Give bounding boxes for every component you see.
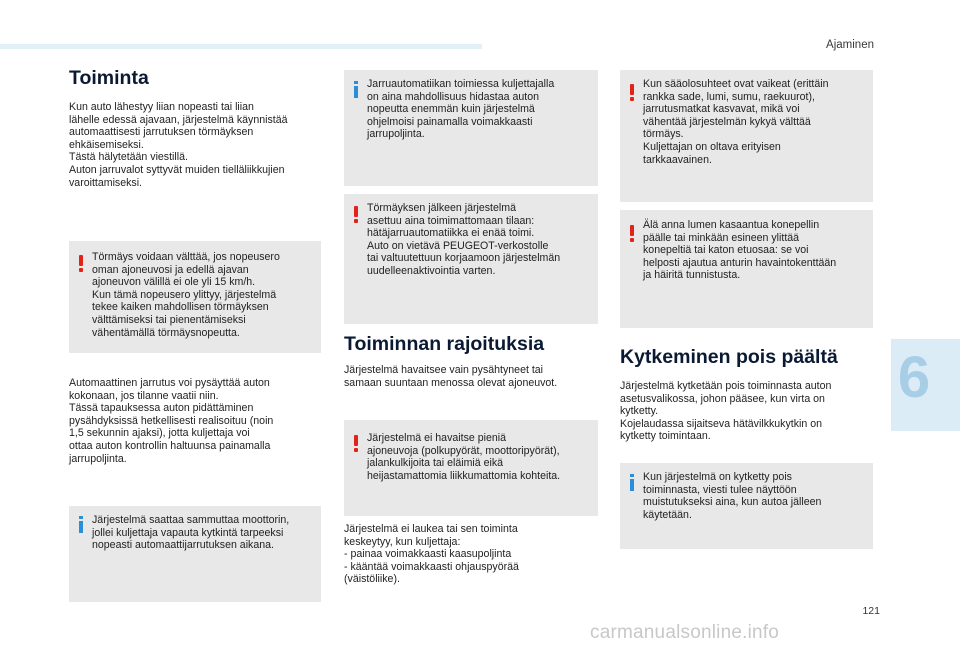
info-box-reminder — [620, 463, 873, 549]
info-icon — [630, 474, 635, 491]
warning-box-after-collision — [344, 194, 598, 324]
paragraph-toiminta-intro: Kun auto lähestyy liian nopeasti tai liian lähelle edessä ajavaan, järjestelmä käynnistää automaattisesti jarrutuksen törmäyksen ehkäisemiseksi. Tästä hälytetään viestillä. Auton jarruvalot syttyvät muiden tielläliikkujien varoittamiseksi. — [69, 101, 288, 189]
warning-text: Älä anna lumen kasaantua konepellin päälle tai minkään esineen ylittää konepeltiä tai katon etuosaa: se voi helposti ajautua anturin havaintokenttään ja häiritä tunnistusta. — [643, 219, 837, 282]
warning-text: Törmäys voidaan välttää, jos nopeusero oman ajoneuvosi ja edellä ajavan ajoneuvon välillä ei ole yli 15 km/h. Kun tämä nopeusero ylittyy, järjestelmä tekee kaiken mahdollisen törmäyksen välttämiseksi tai pienentämiseksi vähentämällä törmäysnopeutta. — [92, 251, 280, 339]
section-title: Ajaminen — [826, 39, 874, 51]
warning-icon — [354, 435, 359, 451]
warning-icon — [354, 206, 359, 222]
info-box-driver-override — [344, 70, 598, 186]
heading-toiminta: Toiminta — [69, 67, 149, 89]
paragraph-limitations: Järjestelmä havaitsee vain pysähtyneet tai samaan suuntaan menossa olevat ajoneuvot. — [344, 364, 558, 389]
warning-text: Törmäyksen jälkeen järjestelmä asettuu aina toimimattomaan tilaan: hätäjarruautomatiikka ei enää toimi. Auto on vietävä PEUGEOT-verkostolle tai valtuutettuun korjaamoon järjestelmän uudelleenaktivointia varten. — [367, 202, 561, 277]
header-bar — [0, 44, 482, 49]
warning-box-weather — [620, 70, 873, 202]
info-text: Jarruautomatiikan toimiessa kuljettajalla on aina mahdollisuus hidastaa auton nopeutta enemmän kuin järjestelmä ohjelmoisi painamalla voimakkaasti jarrupoljinta. — [367, 78, 555, 141]
paragraph-deactivation-conditions: Järjestelmä ei laukea tai sen toiminta keskeytyy, kun kuljettaja: - painaa voimakkaasti kaasupoljinta - kääntää voimakkaasti ohjauspyörää (väistöliike). — [344, 523, 519, 586]
paragraph-deactivation: Järjestelmä kytketään pois toiminnasta auton asetusvalikossa, johon pääsee, kun virta on kytketty. Kojelaudassa sijaitseva hätävilkkukytkin on kytketty toimintaan. — [620, 380, 832, 443]
warning-icon — [630, 225, 635, 241]
warning-box-snow — [620, 210, 873, 328]
info-text: Järjestelmä saattaa sammuttaa moottorin, jollei kuljettaja vapauta kytkintä tarpeeksi nopeasti automaattijarrutuksen aikana. — [92, 514, 290, 552]
info-icon — [354, 81, 359, 98]
watermark: carmanualsonline.info — [590, 622, 780, 643]
chapter-number: 6 — [897, 345, 931, 410]
heading-deactivation: Kytkeminen pois päältä — [620, 346, 838, 368]
warning-icon — [630, 84, 635, 100]
page-number: 121 — [862, 605, 880, 617]
info-box-engine-stall — [69, 506, 321, 602]
info-icon — [79, 516, 84, 533]
warning-box-small-vehicles — [344, 420, 598, 516]
warning-box-speed — [69, 241, 321, 353]
paragraph-automatic-braking: Automaattinen jarrutus voi pysäyttää auton kokonaan, jos tilanne vaatii niin. Tässä tapauksessa auton pidättäminen pysähdyksissä hetkellisesti realisoituu (noin 1,5 sekunnin ajaksi), jotta kuljettaja voi ottaa auton kontrollin haltuunsa painamalla jarrupoljinta. — [69, 377, 274, 465]
warning-text: Järjestelmä ei havaitse pieniä ajoneuvoja (polkupyörät, moottoripyörät), jalankulkijoita tai eläimiä eikä heijastamattomia liikkumattomia kohteita. — [367, 432, 561, 482]
warning-icon — [79, 255, 84, 271]
heading-limitations: Toiminnan rajoituksia — [344, 333, 545, 355]
warning-text: Kun sääolosuhteet ovat vaikeat (erittäin rankka sade, lumi, sumu, raekuurot), jarrutusmatkat kasvavat, mikä voi vähentää järjestelmän kykyä välttää törmäys. Kuljettajan on oltava erityisen tarkkaavainen. — [643, 78, 829, 166]
info-text: Kun järjestelmä on kytketty pois toiminnasta, viesti tulee näyttöön muistutukseksi aina, kun autoa jälleen käytetään. — [643, 471, 822, 521]
